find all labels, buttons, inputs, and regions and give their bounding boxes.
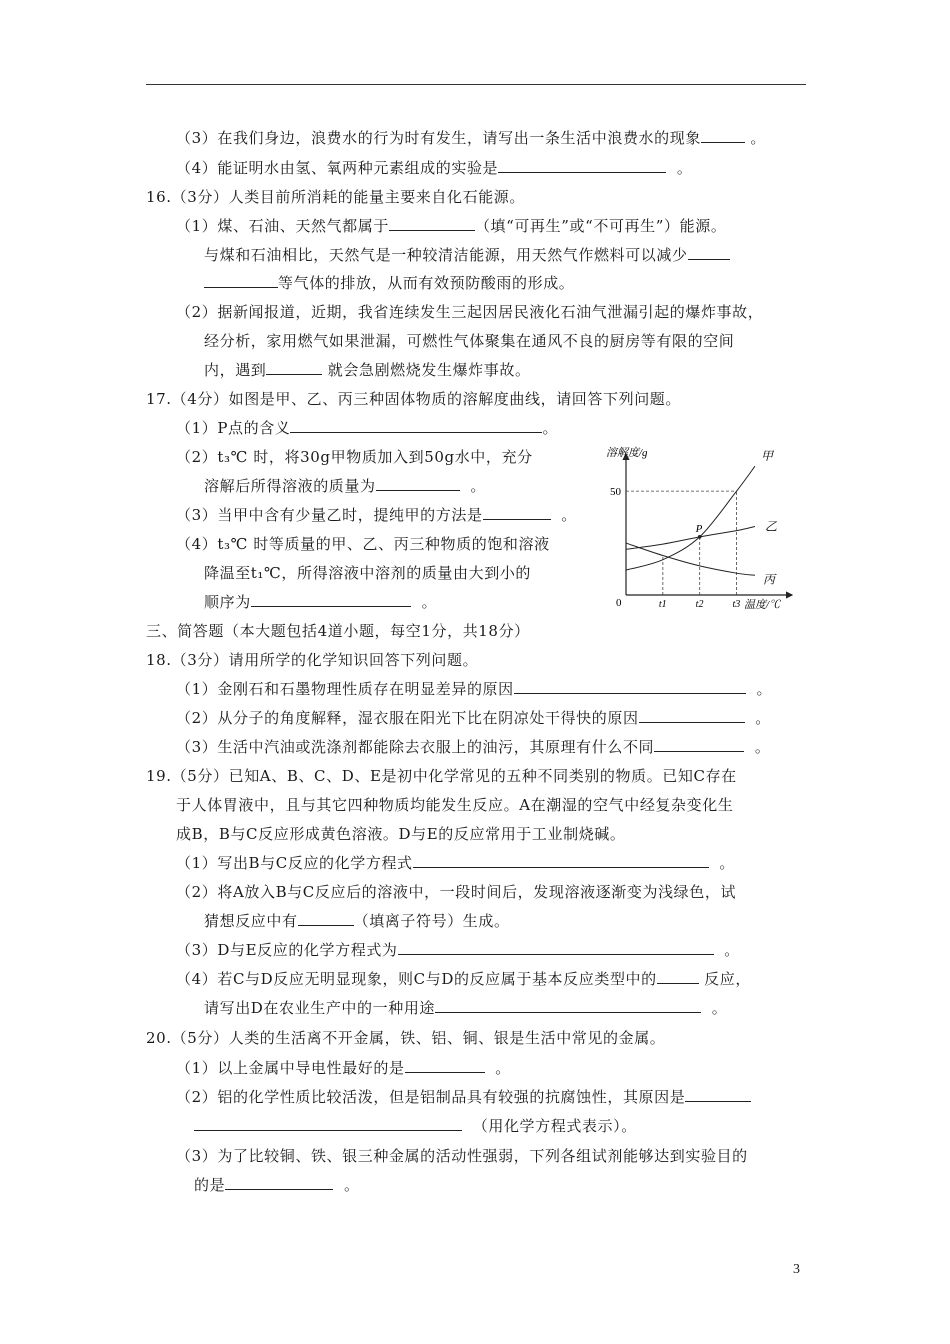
answer-blank[interactable]	[685, 1087, 751, 1102]
q19-sub2: （2）将A放入B与C反应后的溶液中，一段时间后，发现溶液逐渐变为浅绿色，试	[176, 883, 737, 901]
q17-sub2-line2: 溶解后所得溶液的质量为 。	[204, 477, 486, 495]
q17-sub4: （4）t₃℃ 时等质量的甲、乙、丙三种物质的饱和溶液	[176, 535, 550, 553]
q19-sub1: （1）写出B与C反应的化学方程式 。	[176, 854, 736, 872]
answer-blank[interactable]	[413, 853, 709, 868]
answer-blank[interactable]	[639, 708, 745, 723]
series-label-3: 丙	[762, 572, 775, 587]
answer-blank[interactable]	[405, 1058, 485, 1073]
q19-sub4: （4）若C与D反应无明显现象，则C与D的反应属于基本反应类型中的 反应，	[176, 970, 751, 988]
answer-blank[interactable]	[225, 1175, 333, 1190]
q20-sub2-line2: （用化学方程式表示）。	[194, 1116, 637, 1136]
point-p	[698, 535, 702, 539]
x-tick-label-1: t1	[658, 599, 667, 610]
q16-sub1: （1）煤、石油、天然气都属于 （填“可再生”或“不可再生”）能源。	[176, 217, 727, 235]
answer-blank[interactable]	[435, 998, 701, 1013]
page-number: 3	[793, 1262, 800, 1277]
answer-blank[interactable]	[657, 969, 699, 984]
curve-series-2	[626, 526, 755, 549]
answer-blank[interactable]	[483, 505, 551, 520]
answer-blank[interactable]	[376, 476, 460, 491]
answer-blank[interactable]	[688, 245, 730, 260]
answer-blank[interactable]	[654, 737, 744, 752]
answer-blank[interactable]	[266, 360, 322, 375]
x-axis-label: 温度/℃	[744, 599, 781, 611]
q17-sub4-line2: 降温至t₁℃，所得溶液中溶剂的质量由大到小的	[204, 564, 532, 582]
answer-blank[interactable]	[498, 158, 666, 173]
q18-sub2: （2）从分子的角度解释，湿衣服在阳光下比在阴凉处干得快的原因 。	[176, 709, 771, 727]
y-tick-label-1: 50	[610, 486, 621, 499]
q20-sub3: （3）为了比较铜、铁、银三种金属的活动性强弱，下列各组试剂能够达到实验目的	[176, 1147, 748, 1165]
q19-heading: 19.（5分）已知A、B、C、D、E是初中化学常见的五种不同类别的物质。已知C存在	[146, 767, 737, 785]
series-label-2: 乙	[764, 519, 777, 534]
answer-blank[interactable]	[194, 1116, 462, 1131]
q18-sub3: （3）生活中汽油或洗涤剂都能除去衣服上的油污，其原理有什么不同 。	[176, 738, 771, 756]
answer-blank[interactable]	[701, 128, 745, 143]
section3-heading: 三、简答题（本大题包括4道小题，每空1分，共18分）	[146, 622, 530, 640]
answer-blank[interactable]	[204, 273, 278, 288]
q19-sub4-line2: 请写出D在农业生产中的一种用途 。	[204, 999, 728, 1017]
q20-sub2: （2）铝的化学性质比较活泼，但是铝制品具有较强的抗腐蚀性，其原因是	[176, 1087, 751, 1107]
point-p-label: P	[695, 522, 703, 535]
q17-sub1: （1）P点的含义 。	[176, 419, 559, 437]
x-tick-label-2: t2	[695, 599, 704, 610]
q20-sub3-line2: 的是 。	[194, 1176, 360, 1194]
answer-blank[interactable]	[398, 940, 714, 955]
y-axis-label: 溶解度/g	[606, 447, 648, 459]
series-label-1: 甲	[760, 449, 773, 464]
q15-sub4: （4）能证明水由氢、氧两种元素组成的实验是 。	[176, 159, 693, 177]
header-rule	[146, 84, 806, 85]
q18-sub1: （1）金刚石和石墨物理性质存在明显差异的原因 。	[176, 680, 773, 698]
q16-sub1-line3: 等气体的排放，从而有效预防酸雨的形成。	[204, 273, 574, 293]
solubility-chart	[596, 440, 796, 620]
q16-sub2-line4: 内，遇到 就会急剧燃烧发生爆炸事故。	[204, 361, 531, 379]
q18-heading: 18.（3分）请用所学的化学知识回答下列问题。	[146, 651, 479, 669]
q19-sub3: （3）D与E反应的化学方程式为 。	[176, 941, 740, 959]
q19-sub2-line2: 猜想反应中有 （填离子符号）生成。	[204, 912, 510, 930]
q15-sub3: （3）在我们身边，浪费水的行为时有发生，请写出一条生活中浪费水的现象 。	[176, 129, 766, 147]
answer-blank[interactable]	[389, 216, 475, 231]
q17-heading: 17.（4分）如图是甲、乙、丙三种固体物质的溶解度曲线，请回答下列问题。	[146, 390, 682, 408]
answer-blank[interactable]	[251, 592, 411, 607]
answer-blank[interactable]	[514, 679, 746, 694]
q16-heading: 16.（3分）人类目前所消耗的能量主要来自化石能源。	[146, 188, 526, 206]
q16-sub2-line3: 经分析，家用燃气如果泄漏，可燃性气体聚集在通风不良的厨房等有限的空间	[204, 332, 735, 350]
curve-series-1	[626, 466, 755, 570]
answer-blank[interactable]	[298, 911, 354, 926]
q20-heading: 20.（5分）人类的生活离不开金属，铁、铝、铜、银是生活中常见的金属。	[146, 1029, 666, 1047]
x-tick-label-3: t3	[732, 599, 741, 610]
answer-blank[interactable]	[290, 418, 542, 433]
q20-sub1: （1）以上金属中导电性最好的是 。	[176, 1059, 511, 1077]
q16-sub1-line2: 与煤和石油相比，天然气是一种较清洁能源，用天然气作燃料可以减少	[204, 245, 730, 265]
origin-label: 0	[616, 597, 622, 609]
q17-sub3: （3）当甲中含有少量乙时，提纯甲的方法是 。	[176, 506, 577, 524]
q19-line2: 于人体胃液中，且与其它四种物质均能发生反应。A在潮湿的空气中经复杂变化生	[176, 796, 734, 814]
q17-sub2: （2）t₃℃ 时，将30g甲物质加入到50g水中，充分	[176, 448, 533, 466]
curve-series-3	[626, 543, 755, 575]
q16-sub2: （2）据新闻报道，近期，我省连续发生三起因居民液化石油气泄漏引起的爆炸事故，	[176, 303, 764, 321]
q19-line3: 成B，B与C反应形成黄色溶液。D与E的反应常用于工业制烧碱。	[176, 825, 626, 843]
q17-sub4-line3: 顺序为 。	[204, 593, 438, 611]
